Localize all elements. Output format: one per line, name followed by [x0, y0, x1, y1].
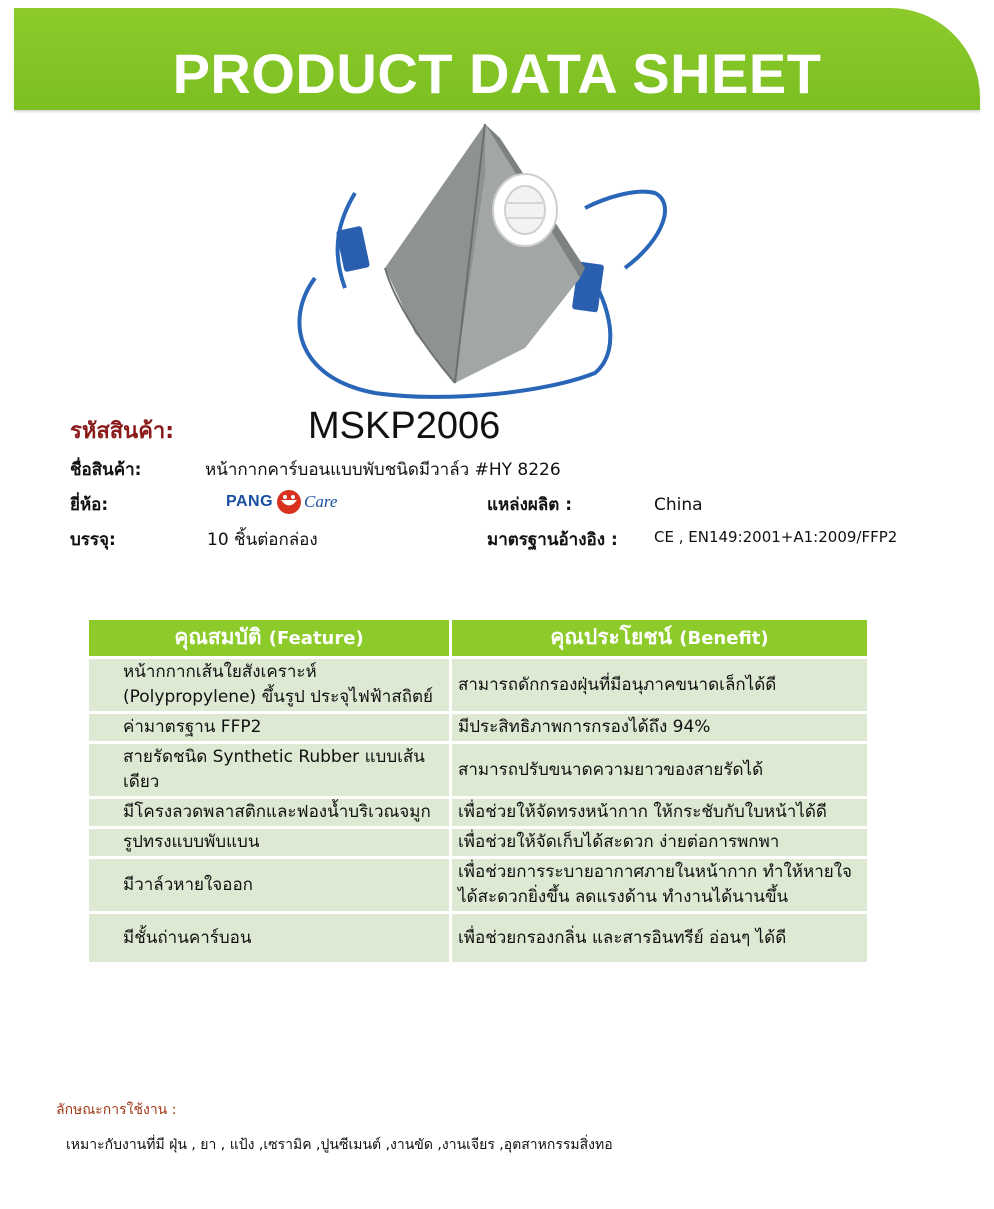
feature-cell: มีวาล์วหายใจออก: [89, 859, 449, 911]
benefit-cell: เพื่อช่วยให้จัดเก็บได้สะดวก ง่ายต่อการพกพา: [452, 829, 867, 856]
benefit-header: [452, 620, 867, 656]
benefit-header-thai: คุณประโยชน์: [550, 625, 672, 649]
brand-logo: [226, 489, 337, 515]
feature-benefit-table: [86, 617, 870, 965]
standard-value: CE , EN149:2001+A1:2009/FFP2: [654, 528, 898, 546]
table-row: [89, 714, 867, 741]
benefit-cell: เพื่อช่วยให้จัดทรงหน้ากาก ให้กระชับกับใบหน้าได้ดี: [452, 799, 867, 826]
feature-cell: มีชั้นถ่านคาร์บอน: [89, 914, 449, 962]
product-name-label: ชื่อสินค้า:: [70, 460, 142, 480]
table-row: [89, 859, 867, 911]
benefit-cell: มีประสิทธิภาพการกรองได้ถึง 94%: [452, 714, 867, 741]
brand-logo-pang: PANG: [226, 493, 274, 510]
product-code: MSKP2006: [308, 405, 501, 447]
brand-face-icon: [276, 489, 302, 515]
table-row: [89, 744, 867, 796]
pack-value: 10 ชิ้นต่อกล่อง: [207, 530, 318, 550]
usage-label: ลักษณะการใช้งาน :: [56, 1102, 177, 1118]
usage-text: เหมาะกับงานที่มี ฝุ่น , ยา , แป้ง ,เซรามิค ,ปูนซีเมนต์ ,งานขัด ,งานเจียร ,อุตสาหกรรมสิ่งทอ: [66, 1137, 613, 1153]
feature-header-thai: คุณสมบัติ: [174, 625, 262, 649]
table-row: [89, 659, 867, 711]
page-title: PRODUCT DATA SHEET: [172, 42, 822, 105]
origin-label: แหล่งผลิต :: [487, 495, 573, 515]
standard-label: มาตรฐานอ้างอิง :: [487, 530, 618, 550]
benefit-header-en: (Benefit): [679, 628, 769, 649]
feature-cell: ค่ามาตรฐาน FFP2: [89, 714, 449, 741]
origin-value: China: [654, 495, 703, 515]
benefit-cell: สามารถปรับขนาดความยาวของสายรัดได้: [452, 744, 867, 796]
brand-label: ยี่ห้อ:: [70, 495, 109, 515]
pack-label: บรรจุ:: [70, 530, 116, 550]
mask-product-image: [285, 118, 670, 403]
brand-logo-care: Care: [304, 492, 338, 511]
benefit-cell: เพื่อช่วยการระบายอากาศภายในหน้ากาก ทำให้หายใจได้สะดวกยิ่งขึ้น ลดแรงด้าน ทำงานได้นานขึ้น: [452, 859, 867, 911]
table-row: [89, 914, 867, 962]
product-code-label: รหัสสินค้า:: [70, 419, 175, 444]
table-row: [89, 799, 867, 826]
product-name: หน้ากากคาร์บอนแบบพับชนิดมีวาล์ว #HY 8226: [205, 460, 561, 480]
benefit-cell: เพื่อช่วยกรองกลิ่น และสารอินทรีย์ อ่อนๆ ได้ดี: [452, 914, 867, 962]
feature-header: [89, 620, 449, 656]
header-banner: [14, 8, 980, 110]
table-row: [89, 829, 867, 856]
benefit-cell: สามารถดักกรองฝุ่นที่มีอนุภาคขนาดเล็กได้ดี: [452, 659, 867, 711]
feature-header-en: (Feature): [268, 628, 364, 649]
feature-cell: รูปทรงแบบพับแบน: [89, 829, 449, 856]
feature-cell: มีโครงลวดพลาสติกและฟองน้ำบริเวณจมูก: [89, 799, 449, 826]
table-header-row: [89, 620, 867, 656]
feature-cell: สายรัดชนิด Synthetic Rubber แบบเส้นเดียว: [89, 744, 449, 796]
feature-cell: หน้ากกากเส้นใยสังเคราะห์ (Polypropylene) ขึ้นรูป ประจุไฟฟ้าสถิตย์: [89, 659, 449, 711]
